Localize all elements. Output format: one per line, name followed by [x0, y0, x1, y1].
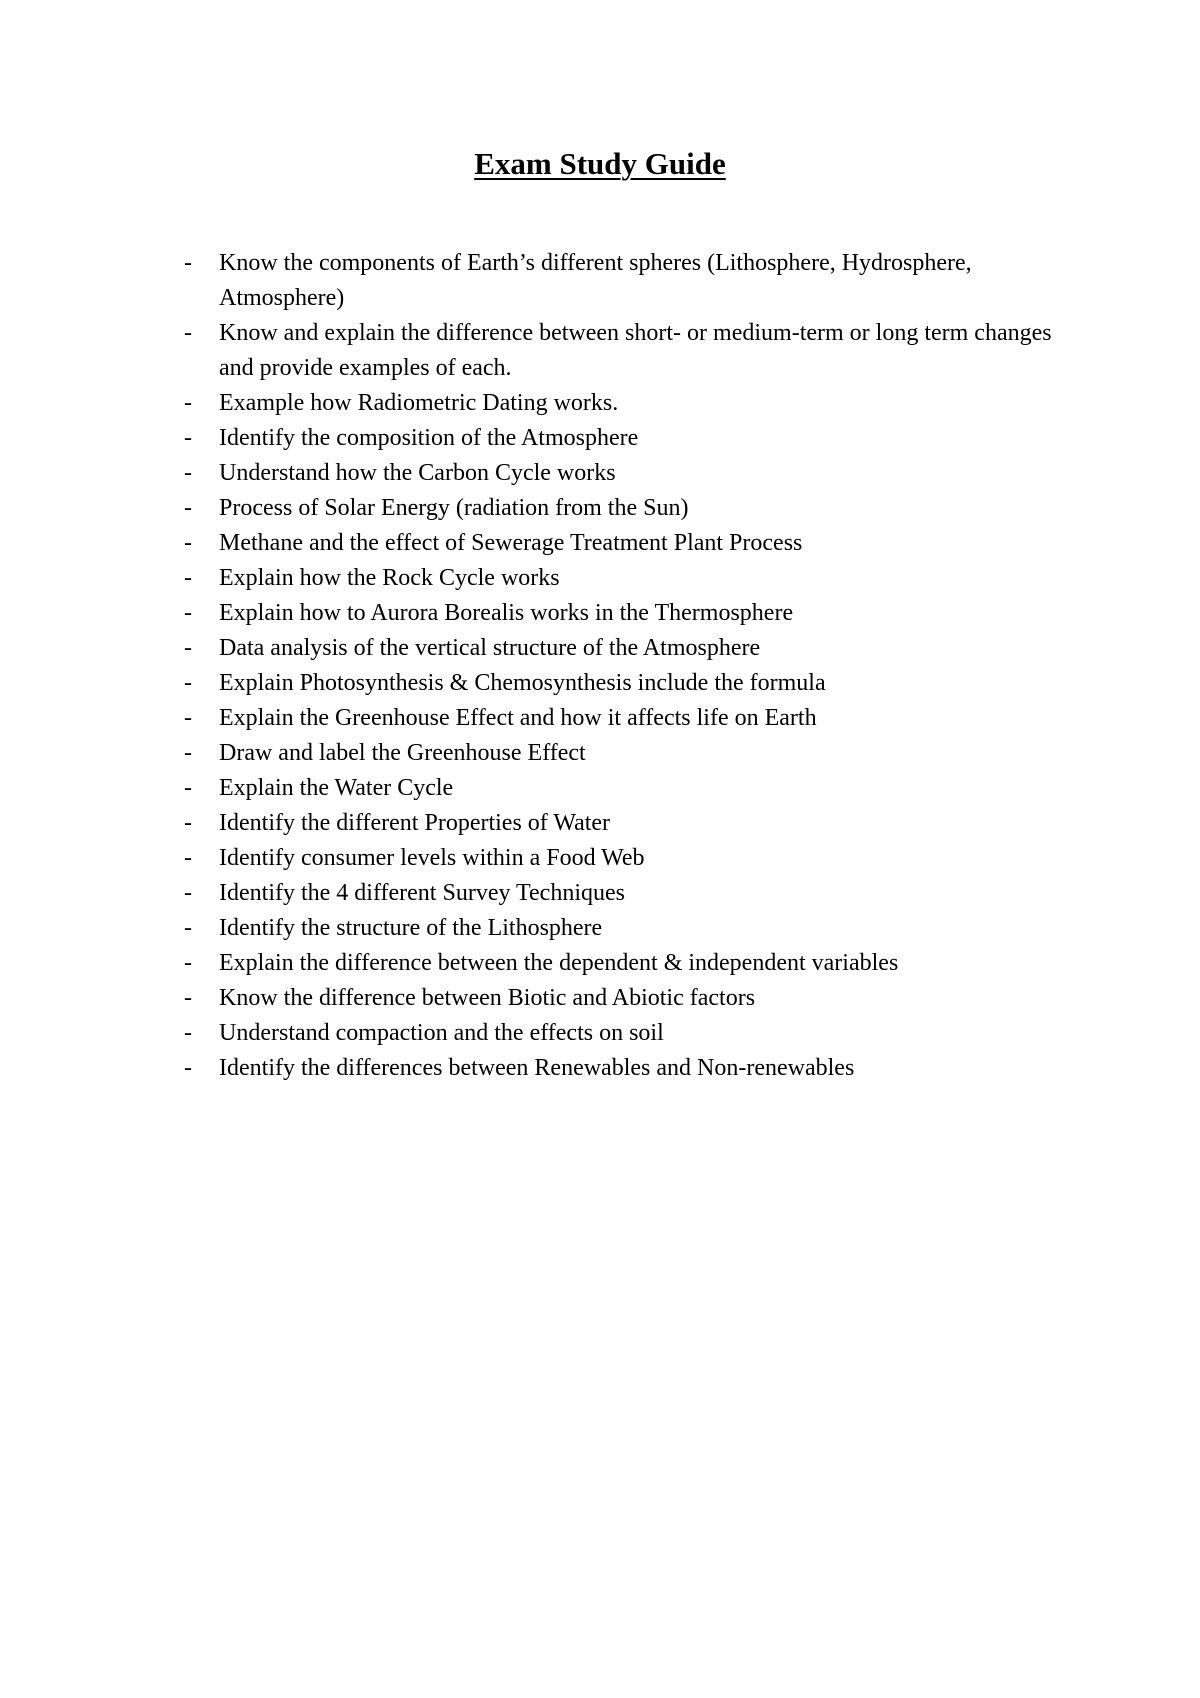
- list-bullet: -: [184, 635, 192, 661]
- list-item: [0, 911, 1200, 946]
- list-item: [0, 876, 1200, 911]
- list-item: [0, 981, 1200, 1016]
- list-item-text: Process of Solar Energy (radiation from the Sun): [219, 495, 689, 521]
- list-item: [0, 701, 1200, 736]
- list-bullet: -: [184, 950, 192, 976]
- list-item-text: Explain how the Rock Cycle works: [219, 565, 560, 591]
- list-item: [0, 771, 1200, 806]
- list-item: [0, 631, 1200, 666]
- list-bullet: -: [184, 530, 192, 556]
- list-bullet: -: [184, 460, 192, 486]
- list-bullet: -: [184, 775, 192, 801]
- list-item: [0, 456, 1200, 491]
- list-item-text: Know the components of Earth’s different spheres (Lithosphere, Hydrosphere, Atmosphere): [219, 250, 972, 311]
- list-item: [0, 666, 1200, 701]
- list-item: [0, 736, 1200, 771]
- list-bullet: -: [184, 320, 192, 346]
- list-item: [0, 946, 1200, 981]
- list-bullet: -: [184, 600, 192, 626]
- list-item-text: Identify the differences between Renewables and Non-renewables: [219, 1055, 855, 1081]
- list-item-text: Explain the Water Cycle: [219, 775, 454, 801]
- list-item: [0, 386, 1200, 421]
- list-item-text: Identify the composition of the Atmosphere: [219, 425, 639, 451]
- list-item: [0, 841, 1200, 876]
- list-item: [0, 1016, 1200, 1051]
- list-item: [0, 316, 1200, 386]
- list-bullet: -: [184, 985, 192, 1011]
- list-bullet: -: [184, 810, 192, 836]
- list-item-text: Identify the different Properties of Water: [219, 810, 611, 836]
- list-item-text: Example how Radiometric Dating works.: [219, 390, 619, 416]
- list-item: [0, 1051, 1200, 1086]
- list-item-text: Understand how the Carbon Cycle works: [219, 460, 616, 486]
- list-item-text: Know the difference between Biotic and Abiotic factors: [219, 985, 756, 1011]
- list-bullet: -: [184, 390, 192, 416]
- list-item-text: Identify the 4 different Survey Techniques: [219, 880, 625, 906]
- list-item: [0, 421, 1200, 456]
- list-item-text: Explain Photosynthesis & Chemosynthesis include the formula: [219, 670, 826, 696]
- list-item-text: Draw and label the Greenhouse Effect: [219, 740, 586, 766]
- list-item-text: Know and explain the difference between short- or medium-term or long term changes and provide examples of each.: [219, 320, 1052, 381]
- list-bullet: -: [184, 740, 192, 766]
- list-bullet: -: [184, 845, 192, 871]
- list-item: [0, 561, 1200, 596]
- list-bullet: -: [184, 1055, 192, 1081]
- list-item-text: Understand compaction and the effects on soil: [219, 1020, 664, 1046]
- list-bullet: -: [184, 495, 192, 521]
- page-title: Exam Study Guide: [474, 146, 726, 181]
- list-item-text: Methane and the effect of Sewerage Treatment Plant Process: [219, 530, 803, 556]
- list-item-text: Identify the structure of the Lithosphere: [219, 915, 603, 941]
- list-bullet: -: [184, 670, 192, 696]
- list-bullet: -: [184, 880, 192, 906]
- list-item-text: Explain the Greenhouse Effect and how it affects life on Earth: [219, 705, 817, 731]
- list-item: [0, 526, 1200, 561]
- study-guide-list: [0, 246, 1200, 1086]
- list-bullet: -: [184, 565, 192, 591]
- list-bullet: -: [184, 705, 192, 731]
- list-item-text: Identify consumer levels within a Food Web: [219, 845, 645, 871]
- list-bullet: -: [184, 1020, 192, 1046]
- list-item-text: Explain the difference between the dependent & independent variables: [219, 950, 899, 976]
- list-item-text: Data analysis of the vertical structure of the Atmosphere: [219, 635, 761, 661]
- list-item-text: Explain how to Aurora Borealis works in the Thermosphere: [219, 600, 794, 626]
- list-bullet: -: [184, 250, 192, 276]
- list-item: [0, 491, 1200, 526]
- list-bullet: -: [184, 425, 192, 451]
- list-item: [0, 806, 1200, 841]
- list-bullet: -: [184, 915, 192, 941]
- list-item: [0, 596, 1200, 631]
- list-item: [0, 246, 1200, 316]
